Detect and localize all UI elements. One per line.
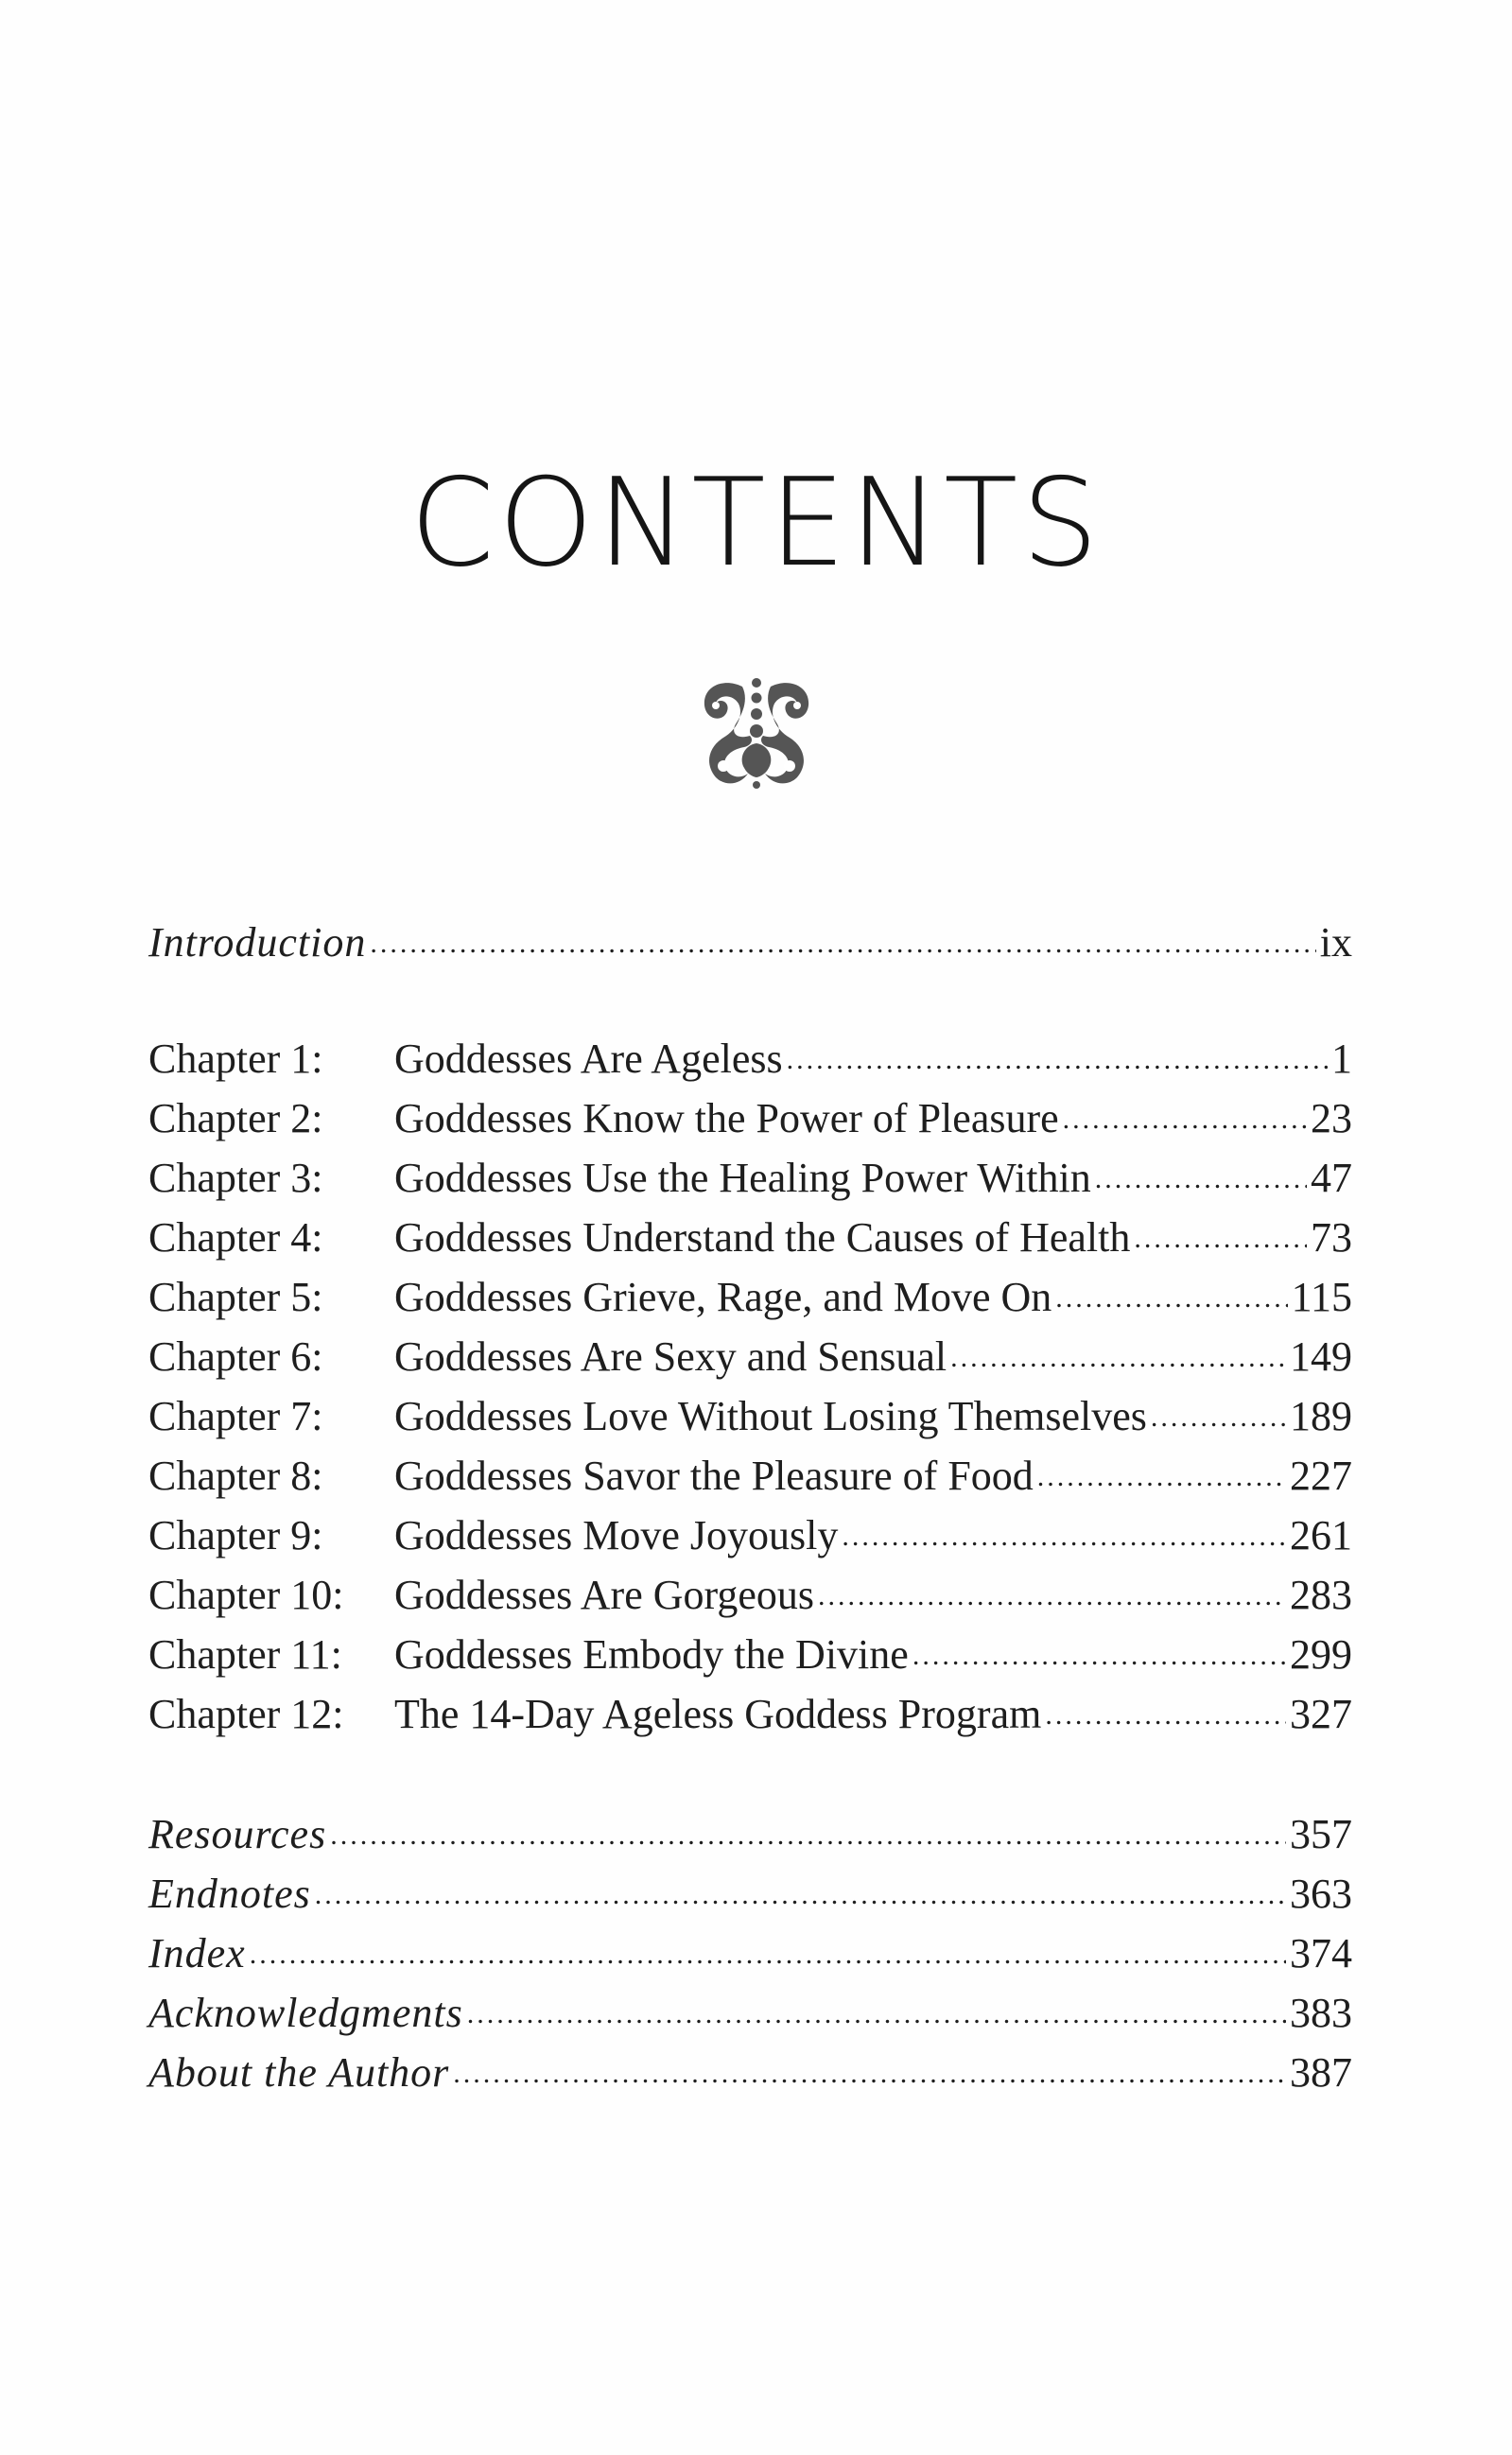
chapter-page: 299	[1290, 1631, 1352, 1678]
dot-leader	[818, 1566, 1286, 1626]
chapter-label: Chapter 1:	[148, 1036, 323, 1082]
chapter-label: Chapter 7:	[148, 1393, 323, 1439]
chapter-entry[interactable]	[148, 1684, 1352, 1744]
chapter-entry[interactable]	[148, 1208, 1352, 1267]
dot-leader	[1063, 1089, 1307, 1149]
dot-leader	[453, 2044, 1286, 2103]
chapter-title: Goddesses Grieve, Rage, and Move On	[394, 1274, 1052, 1320]
entry-title: Introduction	[148, 919, 367, 966]
chapter-page: 149	[1290, 1333, 1352, 1380]
toc-back-matter	[148, 1804, 1352, 2102]
page-title: CONTENTS	[409, 453, 1103, 594]
chapter-entry[interactable]	[148, 1148, 1352, 1208]
dot-leader	[250, 1924, 1286, 1984]
entry-page: 383	[1290, 1990, 1352, 2036]
back-matter-entry[interactable]	[148, 1924, 1352, 1983]
dot-leader	[787, 1030, 1328, 1089]
chapter-page: 189	[1290, 1393, 1352, 1439]
chapter-label: Chapter 12:	[148, 1691, 344, 1737]
chapter-page: 115	[1291, 1274, 1352, 1320]
entry-title: About the Author	[148, 2049, 450, 2096]
dot-leader	[315, 1865, 1286, 1924]
chapter-label: Chapter 5:	[148, 1274, 323, 1320]
toc-chapters	[148, 1029, 1352, 1744]
dot-leader	[467, 1984, 1286, 2044]
chapter-page: 23	[1311, 1095, 1352, 1141]
chapter-entry[interactable]	[148, 1446, 1352, 1506]
back-matter-entry[interactable]	[148, 1804, 1352, 1864]
chapter-label: Chapter 10:	[148, 1572, 344, 1618]
entry-title: Index	[148, 1930, 246, 1976]
entry-title: Endnotes	[148, 1871, 311, 1917]
chapter-page: 1	[1331, 1036, 1352, 1082]
chapter-title: Goddesses Are Ageless	[394, 1036, 783, 1082]
chapter-title: Goddesses Are Sexy and Sensual	[394, 1333, 947, 1380]
back-matter-entry[interactable]	[148, 1864, 1352, 1924]
chapter-entry[interactable]	[148, 1625, 1352, 1684]
entry-title: Resources	[148, 1811, 327, 1857]
chapter-page: 327	[1290, 1691, 1352, 1737]
chapter-page: 73	[1311, 1214, 1352, 1261]
chapter-label: Chapter 3:	[148, 1155, 323, 1201]
entry-page: ix	[1319, 919, 1352, 966]
dot-leader	[842, 1506, 1286, 1566]
chapter-label: Chapter 4:	[148, 1214, 323, 1261]
chapter-title: Goddesses Savor the Pleasure of Food	[394, 1453, 1034, 1499]
entry-page: 357	[1290, 1811, 1352, 1857]
chapter-page: 47	[1311, 1155, 1352, 1201]
chapter-entry[interactable]	[148, 1327, 1352, 1386]
dot-leader	[1151, 1387, 1286, 1447]
dot-leader	[912, 1626, 1286, 1685]
dot-leader	[1045, 1685, 1286, 1745]
chapter-page: 261	[1290, 1512, 1352, 1558]
chapter-entry[interactable]	[148, 1029, 1352, 1088]
fleuron-ornament-icon	[695, 673, 818, 792]
back-matter-entry[interactable]	[148, 1983, 1352, 2043]
toc-introduction	[148, 913, 1352, 972]
dot-leader	[1095, 1149, 1307, 1209]
chapter-title: Goddesses Are Gorgeous	[394, 1572, 815, 1618]
entry-page: 363	[1290, 1871, 1352, 1917]
dot-leader	[330, 1805, 1286, 1865]
dot-leader	[950, 1328, 1286, 1387]
chapter-entry[interactable]	[148, 1506, 1352, 1565]
chapter-title: Goddesses Know the Power of Pleasure	[394, 1095, 1059, 1141]
chapter-entry[interactable]	[148, 1267, 1352, 1327]
chapter-label: Chapter 6:	[148, 1333, 323, 1380]
chapter-title: Goddesses Move Joyously	[394, 1512, 839, 1558]
chapter-label: Chapter 9:	[148, 1512, 323, 1558]
chapter-entry[interactable]	[148, 1565, 1352, 1625]
entry-title: Acknowledgments	[148, 1990, 463, 2036]
chapter-entry[interactable]	[148, 1088, 1352, 1148]
chapter-title: The 14-Day Ageless Goddess Program	[394, 1691, 1042, 1737]
chapter-label: Chapter 2:	[148, 1095, 323, 1141]
chapter-title: Goddesses Understand the Causes of Health	[394, 1214, 1131, 1261]
dot-leader	[1055, 1268, 1287, 1328]
entry-page: 387	[1290, 2049, 1352, 2096]
chapter-page: 227	[1290, 1453, 1352, 1499]
toc-entry[interactable]	[148, 913, 1352, 972]
chapter-title: Goddesses Use the Healing Power Within	[394, 1155, 1091, 1201]
chapter-label: Chapter 11:	[148, 1631, 342, 1678]
chapter-page: 283	[1290, 1572, 1352, 1618]
entry-page: 374	[1290, 1930, 1352, 1976]
chapter-label: Chapter 8:	[148, 1453, 323, 1499]
chapter-title: Goddesses Love Without Losing Themselves	[394, 1393, 1147, 1439]
dot-leader	[1037, 1447, 1286, 1506]
chapter-entry[interactable]	[148, 1386, 1352, 1446]
back-matter-entry[interactable]	[148, 2043, 1352, 2102]
chapter-title: Goddesses Embody the Divine	[394, 1631, 909, 1678]
dot-leader	[370, 914, 1315, 973]
dot-leader	[1134, 1209, 1307, 1268]
